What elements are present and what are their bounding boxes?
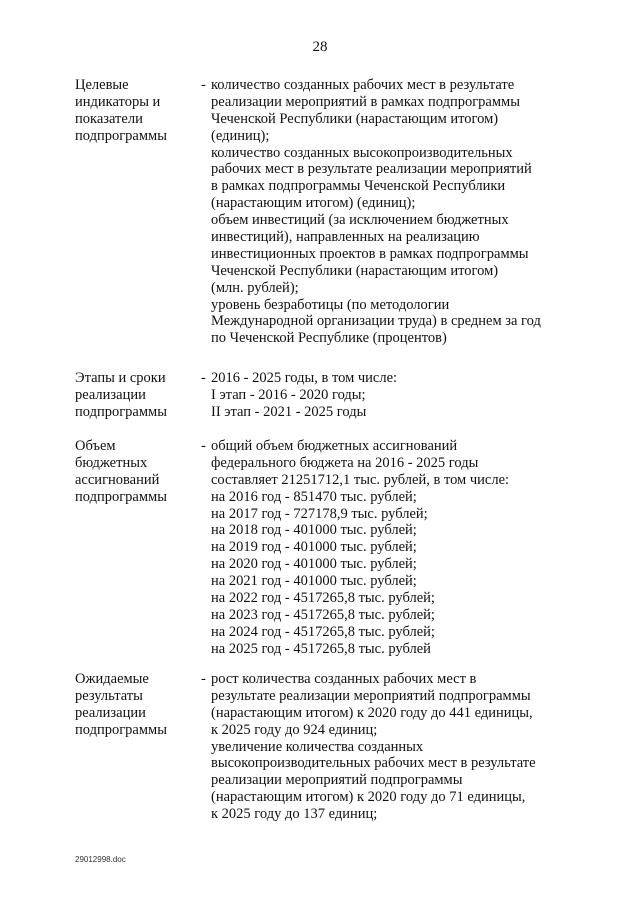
list-dash: - (201, 370, 206, 386)
section-label: Этапы и сроки реализации подпрограммы (75, 370, 167, 420)
section-content: общий объем бюджетных ассигнований федерального бюджета на 2016 - 2025 годы составляет 21251712,1 тыс. рублей, в том числе: на 2016 год - 851470 тыс. рублей; на 2017 год - 727178,9 тыс. рублей; на 2018 год - 401000 тыс. рублей; на 2019 год - 401000 тыс. рублей; на 2020 год - 401000 тыс. рублей; на 2021 год - 401000 тыс. рублей; на 2022 год - 4517265,8 тыс. рублей; на 2023 год - 4517265,8 тыс. рублей; на 2024 год - 4517265,8 тыс. рублей; на 2025 год - 4517265,8 тыс. рублей (211, 438, 510, 657)
list-dash: - (201, 671, 206, 687)
section-label: Объем бюджетных ассигнований подпрограммы (75, 438, 167, 505)
list-dash: - (201, 77, 206, 93)
section-label: Целевые индикаторы и показатели подпрограммы (75, 77, 167, 144)
page-number: 28 (312, 39, 328, 55)
list-dash: - (201, 438, 206, 454)
document-filename: 29012998.doc (75, 855, 126, 864)
section-content: количество созданных рабочих мест в результате реализации мероприятий в рамках подпрограммы Чеченской Республики (нарастающим итогом) (единиц); количество созданных высокопроизводительных рабочих мест в результате реализации мероприятий в рамках подпрограммы Чеченской Республики (нарастающим итогом) (единиц); объем инвестиций (за исключением бюджетных инвестиций), направленных на реализацию инвестиционных проектов в рамках подпрограммы Чеченской Республики (нарастающим итогом) (млн. рублей); уровень безработицы (по методологии Международной организации труда) в среднем за год по Чеченской Республике (процентов) (211, 77, 541, 347)
section-label: Ожидаемые результаты реализации подпрограммы (75, 671, 167, 738)
section-content: 2016 - 2025 годы, в том числе: I этап - 2016 - 2020 годы; II этап - 2021 - 2025 годы (211, 370, 398, 420)
section-content: рост количества созданных рабочих мест в результате реализации мероприятий подпрограммы (нарастающим итогом) к 2020 году до 441 единицы, к 2025 году до 924 единиц; увеличение количества созданных высокопроизводительных рабочих мест в результате реализации мероприятий подпрограммы (нарастающим итогом) к 2020 году до 71 единицы, к 2025 году до 137 единиц; (211, 671, 536, 823)
